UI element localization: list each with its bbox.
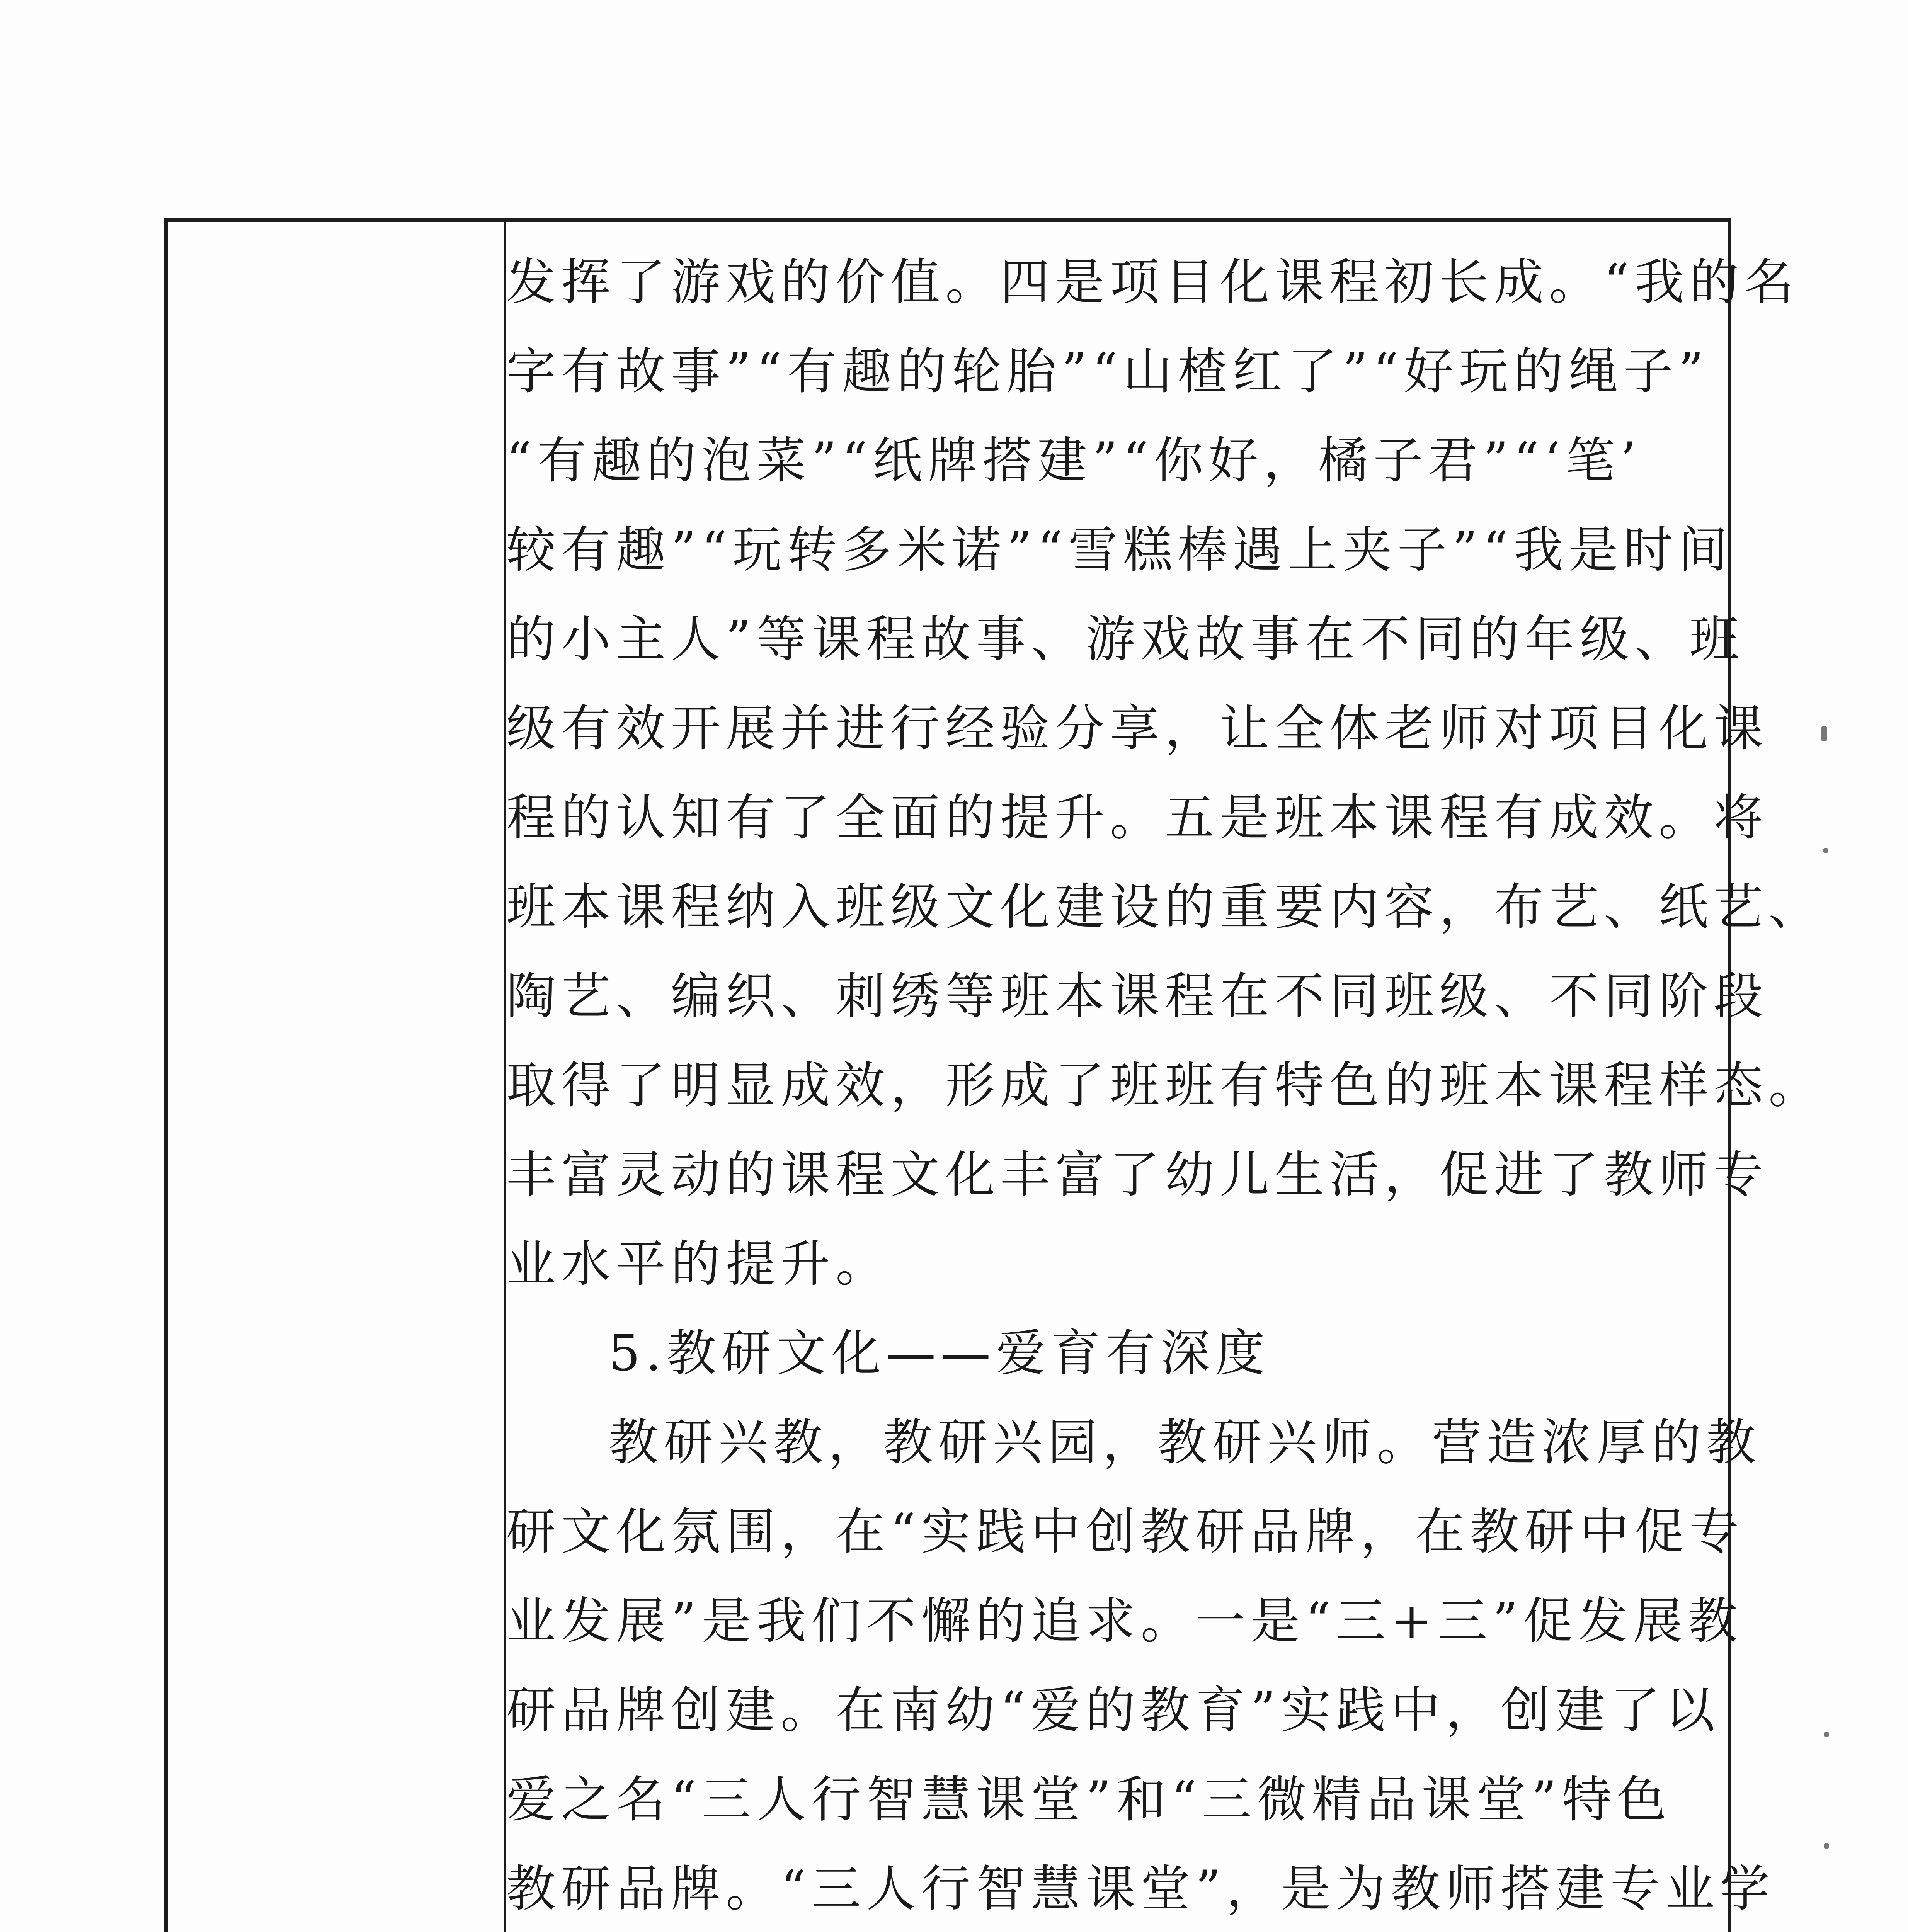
text-line: 教研品牌。“三人行智慧课堂”，是为教师搭建专业学 — [506, 1860, 1775, 1918]
table-right-column — [506, 222, 1824, 1932]
text-line: 研文化氛围，在“实践中创教研品牌，在教研中促专 — [506, 1503, 1745, 1561]
text-line: 教研兴教，教研兴园，教研兴师。营造浓厚的教 — [609, 1414, 1762, 1471]
scan-speck — [1821, 726, 1827, 741]
text-line: 业水平的提升。 — [506, 1235, 891, 1293]
text-line: 程的认知有了全面的提升。五是班本课程有成效。将 — [506, 789, 1769, 847]
text-line: 发挥了游戏的价值。四是项目化课程初长成。“我的名 — [506, 253, 1799, 311]
section-heading: 5.教研文化——爱育有深度 — [609, 1325, 1271, 1382]
text-line: 班本课程纳入班级文化建设的重要内容，布艺、纸艺、 — [506, 878, 1824, 936]
paragraph-curriculum — [506, 238, 1824, 1309]
scan-speck — [1824, 1843, 1829, 1849]
table-left-column — [168, 222, 506, 1932]
text-line: 爱之名“三人行智慧课堂”和“三微精品课堂”特色 — [506, 1771, 1672, 1828]
text-line: 级有效开展并进行经验分享，让全体老师对项目化课 — [506, 700, 1769, 757]
scan-speck — [1824, 1732, 1829, 1737]
scan-speck — [1823, 848, 1828, 853]
text-line: 研品牌创建。在南幼“爱的教育”实践中，创建了以 — [506, 1682, 1720, 1739]
text-line: 的小主人”等课程故事、游戏故事在不同的年级、班 — [506, 611, 1745, 668]
text-line: 取得了明显成效，形成了班班有特色的班本课程样态。 — [506, 1057, 1824, 1114]
text-line: 丰富灵动的课程文化丰富了幼儿生活，促进了教师专 — [506, 1146, 1769, 1204]
paragraph-teaching-research — [506, 1398, 1775, 1932]
text-line: “有趣的泡菜”“纸牌搭建”“你好，橘子君”“‘笔’ — [506, 432, 1642, 490]
text-line: 业发展”是我们不懈的追求。一是“三+三”促发展教 — [506, 1592, 1743, 1650]
text-line: 较有趣”“玩转多米诺”“雪糕棒遇上夹子”“我是时间 — [506, 521, 1733, 579]
text-line: 字有故事”“有趣的轮胎”“山楂红了”“好玩的绳子” — [506, 343, 1709, 400]
text-line: 陶艺、编织、刺绣等班本课程在不同班级、不同阶段 — [506, 968, 1769, 1025]
document-table — [164, 218, 1824, 1932]
